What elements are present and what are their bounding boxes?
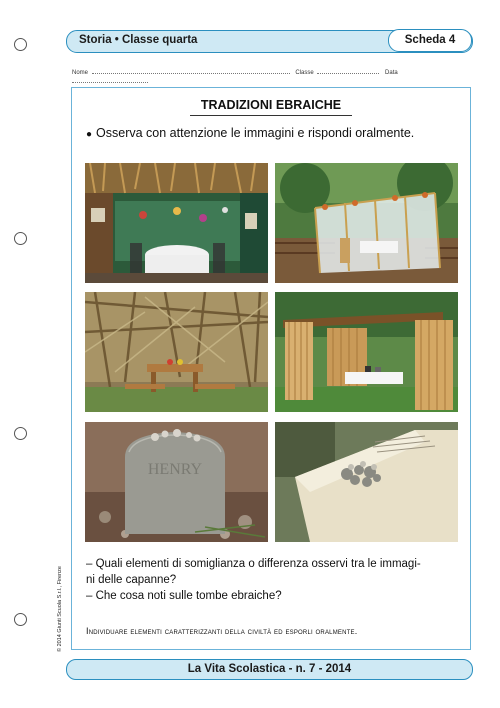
question-line-3: – Che cosa noti sulle tombe ebraiche? <box>86 590 282 602</box>
binder-hole-3 <box>14 427 27 440</box>
instruction-text: Osserva con attenzione le immagini e rispondi oralmente. <box>96 126 415 140</box>
header-bar <box>66 30 473 53</box>
subject-label: Storia • Classe quarta <box>79 34 198 46</box>
tomb-inscription: HENRY <box>147 461 203 478</box>
date-field[interactable] <box>72 76 148 83</box>
copyright-credit: © 2014 Giunti Scuola S.r.l., Firenze <box>57 566 63 652</box>
date-label: Data <box>385 70 398 76</box>
photo-sukkah-branches <box>85 292 268 412</box>
photo-sukkah-garden <box>275 163 458 283</box>
title-underline <box>190 115 352 116</box>
footer-bar: La Vita Scolastica - n. 7 - 2014 <box>66 659 473 680</box>
worksheet-panel <box>71 87 471 650</box>
name-label: Nome <box>72 70 89 76</box>
photo-sukkah-decorated <box>85 163 268 283</box>
photo-gravestone-henry <box>85 422 268 542</box>
question-line-2: ni delle capanne? <box>86 574 177 586</box>
binder-hole-4 <box>14 613 27 626</box>
name-field[interactable] <box>92 67 290 74</box>
photo-tomb-slab <box>275 422 458 542</box>
instruction <box>86 126 414 140</box>
worksheet-title: TRADIZIONI EBRAICHE <box>200 98 342 112</box>
student-info-row <box>72 67 472 85</box>
bullet-icon: ● <box>86 129 93 140</box>
class-label: Classe <box>295 70 314 76</box>
sheet-number: Scheda 4 <box>388 29 472 52</box>
binder-hole-1 <box>14 38 27 51</box>
question-line-1: – Quali elementi di somiglianza o differenza osservi tra le immagi- <box>86 558 421 570</box>
photo-sukkah-reed <box>275 292 458 412</box>
binder-hole-2 <box>14 232 27 245</box>
teacher-note: Individuare elementi caratterizzanti della civiltà ed esporli oralmente. <box>86 626 358 636</box>
questions-block <box>86 556 456 604</box>
class-field[interactable] <box>317 67 379 74</box>
